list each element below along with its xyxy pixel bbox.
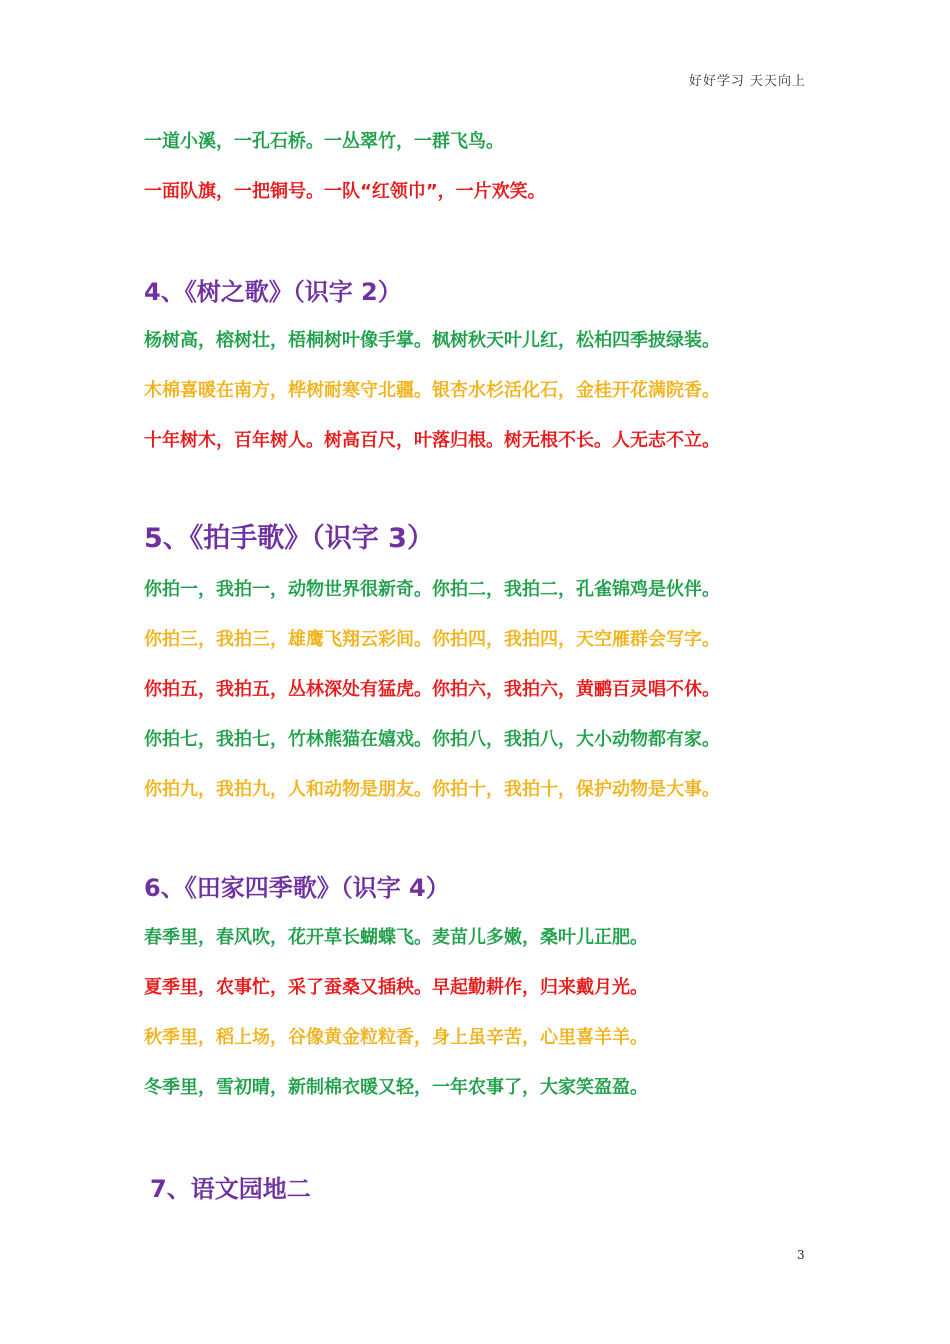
section5-line-2: 你拍三，我拍三，雄鹰飞翔云彩间。你拍四，我拍四，天空雁群会写字。 xyxy=(144,629,720,650)
page-number: 3 xyxy=(797,1248,805,1262)
section4-line-1: 杨树高，榕树壮，梧桐树叶像手掌。枫树秋天叶儿红，松柏四季披绿装。 xyxy=(144,330,720,351)
intro-line-1: 一道小溪，一孔石桥。一丛翠竹，一群飞鸟。 xyxy=(144,131,504,152)
section5-line-3: 你拍五，我拍五，丛林深处有猛虎。你拍六，我拍六，黄鹂百灵唱不休。 xyxy=(144,679,720,700)
section7-title: 7、语文园地二 xyxy=(150,1175,311,1203)
page-header: 好好学习 天天向上 xyxy=(688,74,806,89)
section6-line-3: 秋季里，稻上场，谷像黄金粒粒香，身上虽辛苦，心里喜羊羊。 xyxy=(144,1027,648,1048)
section4-title: 4、《树之歌》（识字 2） xyxy=(144,278,402,306)
section6-line-1: 春季里，春风吹，花开草长蝴蝶飞。麦苗儿多嫩，桑叶儿正肥。 xyxy=(144,927,648,948)
section5-line-5: 你拍九，我拍九，人和动物是朋友。你拍十，我拍十，保护动物是大事。 xyxy=(144,779,720,800)
section6-line-4: 冬季里，雪初晴，新制棉衣暖又轻，一年农事了，大家笑盈盈。 xyxy=(144,1077,648,1098)
section6-line-2: 夏季里，农事忙，采了蚕桑又插秧。早起勤耕作，归来戴月光。 xyxy=(144,977,648,998)
section4-line-3: 十年树木，百年树人。树高百尺，叶落归根。树无根不长。人无志不立。 xyxy=(144,430,720,451)
section5-title: 5、《拍手歌》（识字 3） xyxy=(144,523,434,554)
section4-line-2: 木棉喜暖在南方，桦树耐寒守北疆。银杏水杉活化石，金桂开花满院香。 xyxy=(144,380,720,401)
section5-line-4: 你拍七，我拍七，竹林熊猫在嬉戏。你拍八，我拍八，大小动物都有家。 xyxy=(144,729,720,750)
section5-line-1: 你拍一，我拍一，动物世界很新奇。你拍二，我拍二，孔雀锦鸡是伙伴。 xyxy=(144,579,720,600)
intro-line-2: 一面队旗，一把铜号。一队“红领巾”，一片欢笑。 xyxy=(144,181,546,202)
section6-title: 6、《田家四季歌》（识字 4） xyxy=(144,874,450,902)
